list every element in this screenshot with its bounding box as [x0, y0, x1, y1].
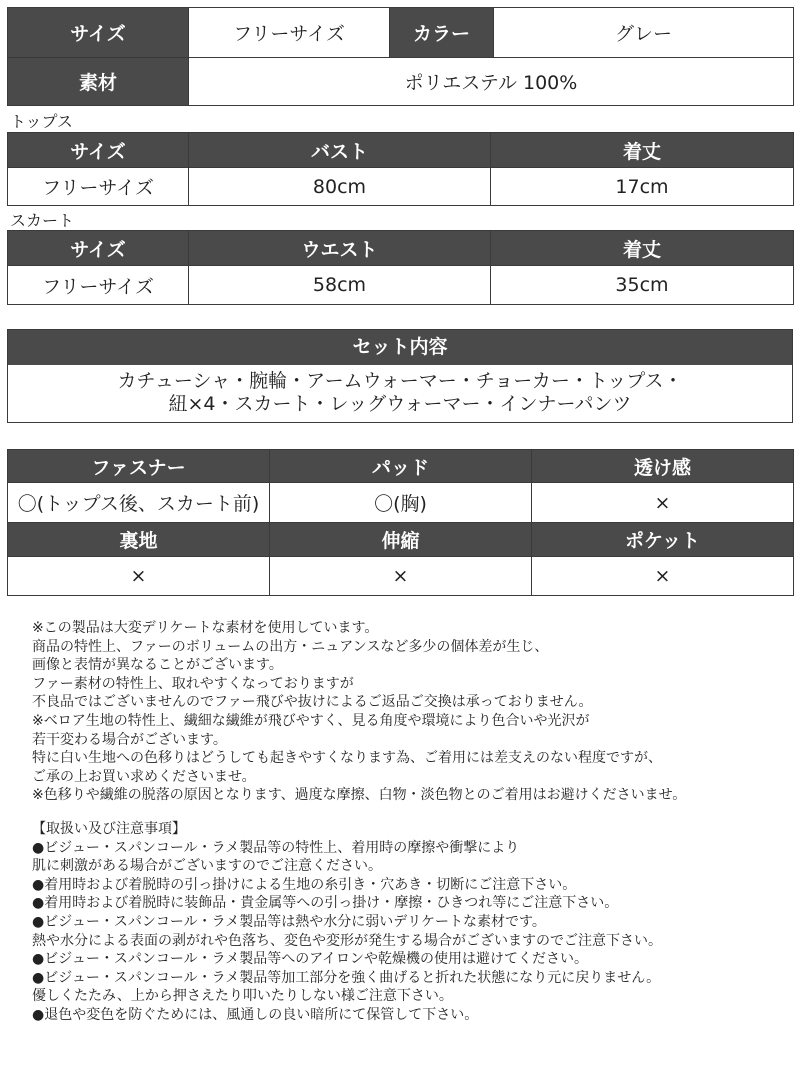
skirt-caption: スカート — [10, 211, 75, 230]
set-contents-title: セット内容 — [8, 330, 792, 365]
care-line: ●着用時および着脱時に装飾品・貴金属等への引っ掛け・摩擦・ひきつれ等にご注意下さい。 — [32, 895, 619, 912]
set-contents-line-1: カチューシャ・腕輪・アームウォーマー・チョーカー・トップス・ — [117, 370, 683, 392]
sheerness-value: × — [532, 483, 794, 523]
set-contents-box — [7, 329, 793, 423]
material-label: 素材 — [8, 58, 189, 106]
note-line: 若干変わる場合がございます。 — [32, 731, 227, 748]
color-label: カラー — [390, 8, 494, 58]
skirt-waist-value: 58cm — [189, 266, 491, 305]
zipper-value: 〇(トップス後、スカート前) — [8, 483, 270, 523]
stretch-value: × — [270, 557, 532, 596]
skirt-length-value: 35cm — [491, 266, 794, 305]
set-contents-body — [8, 365, 792, 416]
pocket-label: ポケット — [532, 523, 794, 557]
set-contents-line-2: 紐×4・スカート・レッグウォーマー・インナーパンツ — [168, 393, 632, 415]
pad-label: パッド — [270, 450, 532, 483]
care-line: 優しくたたみ、上から押さえたり叩いたりしない様ご注意下さい。 — [32, 988, 453, 1005]
note-line: ※ベロア生地の特性上、繊細な繊維が飛びやすく、見る角度や環境により色合いや光沢が — [32, 712, 590, 729]
note-line: 商品の特性上、ファーのボリュームの出方・ニュアンスなど多少の個体差が生じ、 — [32, 638, 549, 655]
lining-label: 裏地 — [8, 523, 270, 557]
tops-length-value: 17cm — [491, 168, 794, 206]
note-line: ※色移りや繊維の脱落の原因となります、過度な摩擦、白物・淡色物とのご着用はお避けくださいませ。 — [32, 787, 687, 804]
skirt-header-waist: ウエスト — [189, 231, 491, 266]
care-line: ●ビジュー・スパンコール・ラメ製品等加工部分を強く曲げると折れた状態になり元に戻りません。 — [32, 969, 661, 986]
tops-header-size: サイズ — [8, 133, 189, 168]
care-line: ●ビジュー・スパンコール・ラメ製品等の特性上、着用時の摩擦や衝撃により — [32, 839, 520, 856]
note-line: ご承の上お買い求めくださいませ。 — [32, 768, 256, 785]
basic-info-table — [7, 7, 794, 106]
tops-size-value: フリーサイズ — [8, 168, 189, 206]
lining-value: × — [8, 557, 270, 596]
tops-size-table — [7, 132, 794, 206]
care-instructions — [32, 820, 792, 1025]
features-table — [7, 449, 794, 596]
tops-caption: トップス — [10, 112, 73, 131]
stretch-label: 伸縮 — [270, 523, 532, 557]
skirt-header-length: 着丈 — [491, 231, 794, 266]
sheerness-label: 透け感 — [532, 450, 794, 483]
pocket-value: × — [532, 557, 794, 596]
care-line: 肌に刺激がある場合がございますのでご注意ください。 — [32, 858, 382, 875]
care-line: ●ビジュー・スパンコール・ラメ製品等へのアイロンや乾燥機の使用は避けてください。 — [32, 951, 588, 968]
skirt-size-table — [7, 230, 794, 305]
size-value: フリーサイズ — [189, 8, 390, 58]
tops-header-length: 着丈 — [491, 133, 794, 168]
zipper-label: ファスナー — [8, 450, 270, 483]
note-line: ※この製品は大変デリケートな素材を使用しています。 — [32, 620, 379, 636]
skirt-size-value: フリーサイズ — [8, 266, 189, 305]
tops-bust-value: 80cm — [189, 168, 491, 206]
care-line: 熱や水分による表面の剥がれや色落ち、変色や変形が発生する場合がございますのでご注意下さい。 — [32, 932, 662, 949]
size-label: サイズ — [8, 8, 189, 58]
note-line: 特に白い生地への色移りはどうしても起きやすくなります為、ご着用には差支えのない程度ですが、 — [32, 750, 662, 767]
care-heading: 【取扱い及び注意事項】 — [32, 821, 186, 837]
note-line: 画像と表情が異なることがございます。 — [32, 657, 283, 674]
care-line: ●着用時および着脱時の引っ掛けによる生地の糸引き・穴あき・切断にご注意下さい。 — [32, 876, 577, 893]
note-line: 不良品ではございませんのでファー飛びや抜けによるご返品ご交換は承っておりません。 — [32, 694, 593, 711]
note-line: ファー素材の特性上、取れやすくなっておりますが — [32, 675, 354, 692]
color-value: グレー — [494, 8, 794, 58]
care-line: ●ビジュー・スパンコール・ラメ製品等は熱や水分に弱いデリケートな素材です。 — [32, 913, 546, 930]
product-notes — [32, 619, 792, 805]
pad-value: 〇(胸) — [270, 483, 532, 523]
skirt-header-size: サイズ — [8, 231, 189, 266]
tops-header-bust: バスト — [189, 133, 491, 168]
material-value: ポリエステル 100% — [189, 58, 794, 106]
care-line: ●退色や変色を防ぐためには、風通しの良い暗所にて保管して下さい。 — [32, 1006, 479, 1023]
